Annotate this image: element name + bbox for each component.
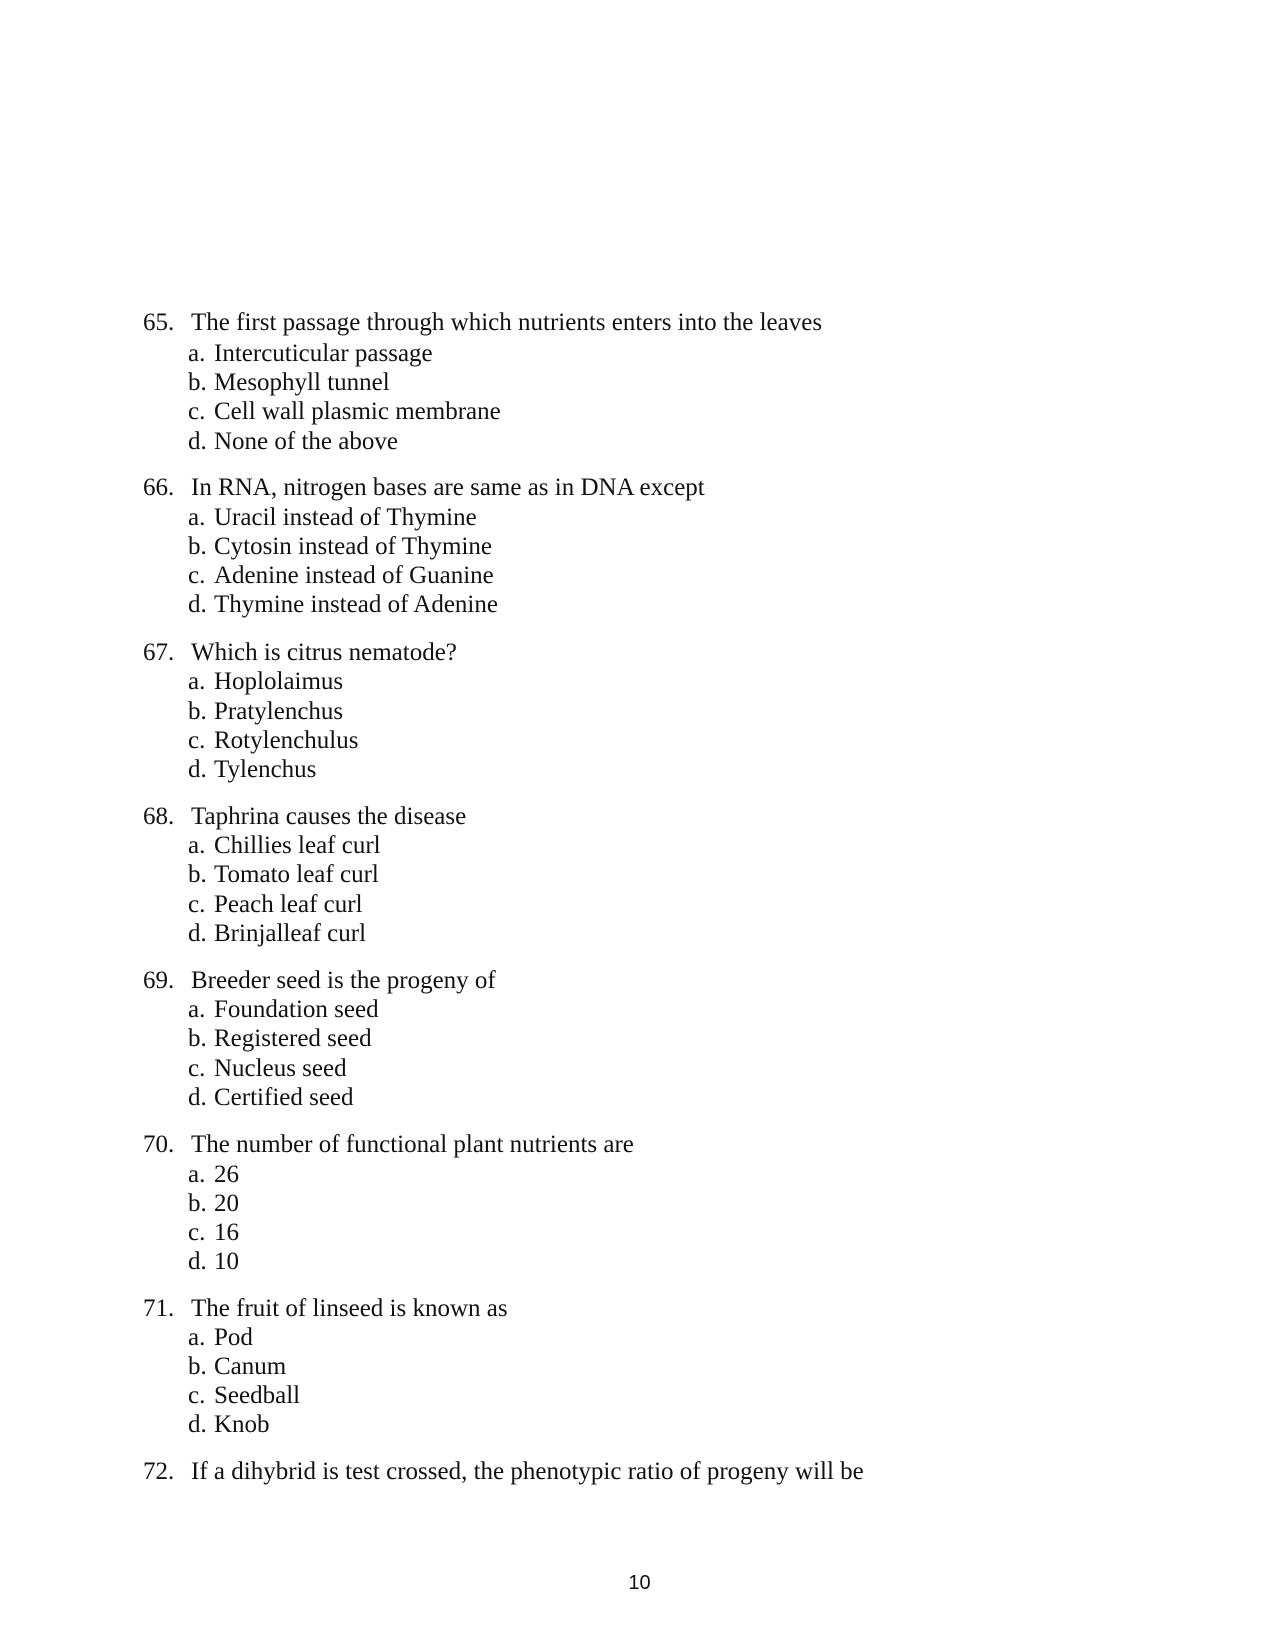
option-letter: b. <box>188 861 207 888</box>
option-text: Registered seed <box>214 1025 372 1052</box>
question-text: Breeder seed is the progeny of <box>191 967 496 994</box>
option-d <box>188 755 316 785</box>
option-a <box>188 339 433 369</box>
option-letter: d. <box>188 920 207 947</box>
page-number: 10 <box>628 1572 651 1594</box>
question-text: Taphrina causes the disease <box>191 803 467 830</box>
option-text: Intercuticular passage <box>214 340 433 367</box>
option-d <box>188 590 498 620</box>
option-text: 16 <box>214 1219 239 1246</box>
option-letter: c. <box>188 1055 206 1082</box>
option-b <box>188 1024 372 1054</box>
option-text: Knob <box>214 1411 270 1438</box>
option-a <box>188 1160 239 1190</box>
option-text: 26 <box>214 1161 239 1188</box>
option-text: Chillies leaf curl <box>214 832 381 859</box>
option-text: Pod <box>214 1324 253 1351</box>
option-text: Cell wall plasmic membrane <box>214 398 501 425</box>
option-text: Cytosin instead of Thymine <box>214 533 492 560</box>
question-number: 68. <box>143 803 175 830</box>
option-a <box>188 1323 253 1353</box>
question-number: 70. <box>143 1131 175 1158</box>
question-text: If a dihybrid is test crossed, the phenotypic ratio of progeny will be <box>191 1458 864 1485</box>
option-letter: b. <box>188 698 207 725</box>
option-letter: c. <box>188 1219 206 1246</box>
option-letter: a. <box>188 1324 206 1351</box>
option-b <box>188 1352 286 1382</box>
option-text: Certified seed <box>214 1084 354 1111</box>
option-letter: b. <box>188 533 207 560</box>
option-letter: d. <box>188 1084 207 1111</box>
option-text: Foundation seed <box>214 996 379 1023</box>
option-text: Thymine instead of Adenine <box>214 591 498 618</box>
option-text: Uracil instead of Thymine <box>214 504 477 531</box>
option-letter: a. <box>188 504 206 531</box>
question-number: 69. <box>143 967 175 994</box>
option-text: Pratylenchus <box>214 698 344 725</box>
question-text: The fruit of linseed is known as <box>191 1295 508 1322</box>
option-c <box>188 1218 239 1248</box>
option-text: Canum <box>214 1353 287 1380</box>
option-b <box>188 532 492 562</box>
option-b <box>188 1189 239 1219</box>
option-b <box>188 860 379 890</box>
option-a <box>188 831 381 861</box>
option-d <box>188 1410 270 1440</box>
option-letter: b. <box>188 1353 207 1380</box>
question-number: 71. <box>143 1295 175 1322</box>
question-stem <box>143 473 705 503</box>
option-text: 10 <box>214 1248 239 1275</box>
option-letter: c. <box>188 891 206 918</box>
question-stem <box>143 638 457 668</box>
question-text: Which is citrus nematode? <box>191 639 457 666</box>
question-stem <box>143 966 496 996</box>
option-letter: c. <box>188 1382 206 1409</box>
question-number: 72. <box>143 1458 175 1485</box>
option-c <box>188 561 494 591</box>
option-b <box>188 697 343 727</box>
option-text: Rotylenchulus <box>214 727 359 754</box>
question-stem <box>143 1294 508 1324</box>
option-letter: d. <box>188 591 207 618</box>
option-text: 20 <box>214 1190 239 1217</box>
option-letter: d. <box>188 756 207 783</box>
option-c <box>188 1054 347 1084</box>
option-c <box>188 1381 300 1411</box>
question-number: 66. <box>143 474 175 501</box>
option-letter: b. <box>188 1190 207 1217</box>
option-d <box>188 1247 239 1277</box>
question-text: The first passage through which nutrients enters into the leaves <box>191 309 823 336</box>
option-a <box>188 995 379 1025</box>
option-letter: a. <box>188 1161 206 1188</box>
option-text: Seedball <box>214 1382 301 1409</box>
option-text: Hoplolaimus <box>214 668 344 695</box>
question-number: 65. <box>143 309 175 336</box>
option-letter: b. <box>188 1025 207 1052</box>
option-c <box>188 890 363 920</box>
question-stem <box>143 308 822 338</box>
question-stem <box>143 802 466 832</box>
option-letter: d. <box>188 1411 207 1438</box>
question-stem <box>143 1130 634 1160</box>
option-letter: a. <box>188 668 206 695</box>
option-c <box>188 726 358 756</box>
question-text: In RNA, nitrogen bases are same as in DNA except <box>191 474 705 501</box>
option-text: Mesophyll tunnel <box>214 369 390 396</box>
option-d <box>188 1083 354 1113</box>
option-letter: a. <box>188 340 206 367</box>
option-text: Brinjalleaf curl <box>214 920 367 947</box>
option-letter: d. <box>188 428 207 455</box>
option-text: None of the above <box>214 428 398 455</box>
option-letter: b. <box>188 369 207 396</box>
option-text: Adenine instead of Guanine <box>214 562 494 589</box>
option-a <box>188 503 477 533</box>
option-d <box>188 919 366 949</box>
option-text: Tomato leaf curl <box>214 861 379 888</box>
option-text: Tylenchus <box>214 756 317 783</box>
option-d <box>188 427 398 457</box>
option-letter: a. <box>188 832 206 859</box>
option-c <box>188 397 501 427</box>
option-text: Peach leaf curl <box>214 891 363 918</box>
option-text: Nucleus seed <box>214 1055 347 1082</box>
option-b <box>188 368 390 398</box>
question-text: The number of functional plant nutrients are <box>191 1131 634 1158</box>
question-stem <box>143 1457 864 1487</box>
question-number: 67. <box>143 639 175 666</box>
option-letter: a. <box>188 996 206 1023</box>
option-a <box>188 667 343 697</box>
option-letter: c. <box>188 398 206 425</box>
option-letter: c. <box>188 562 206 589</box>
option-letter: c. <box>188 727 206 754</box>
option-letter: d. <box>188 1248 207 1275</box>
